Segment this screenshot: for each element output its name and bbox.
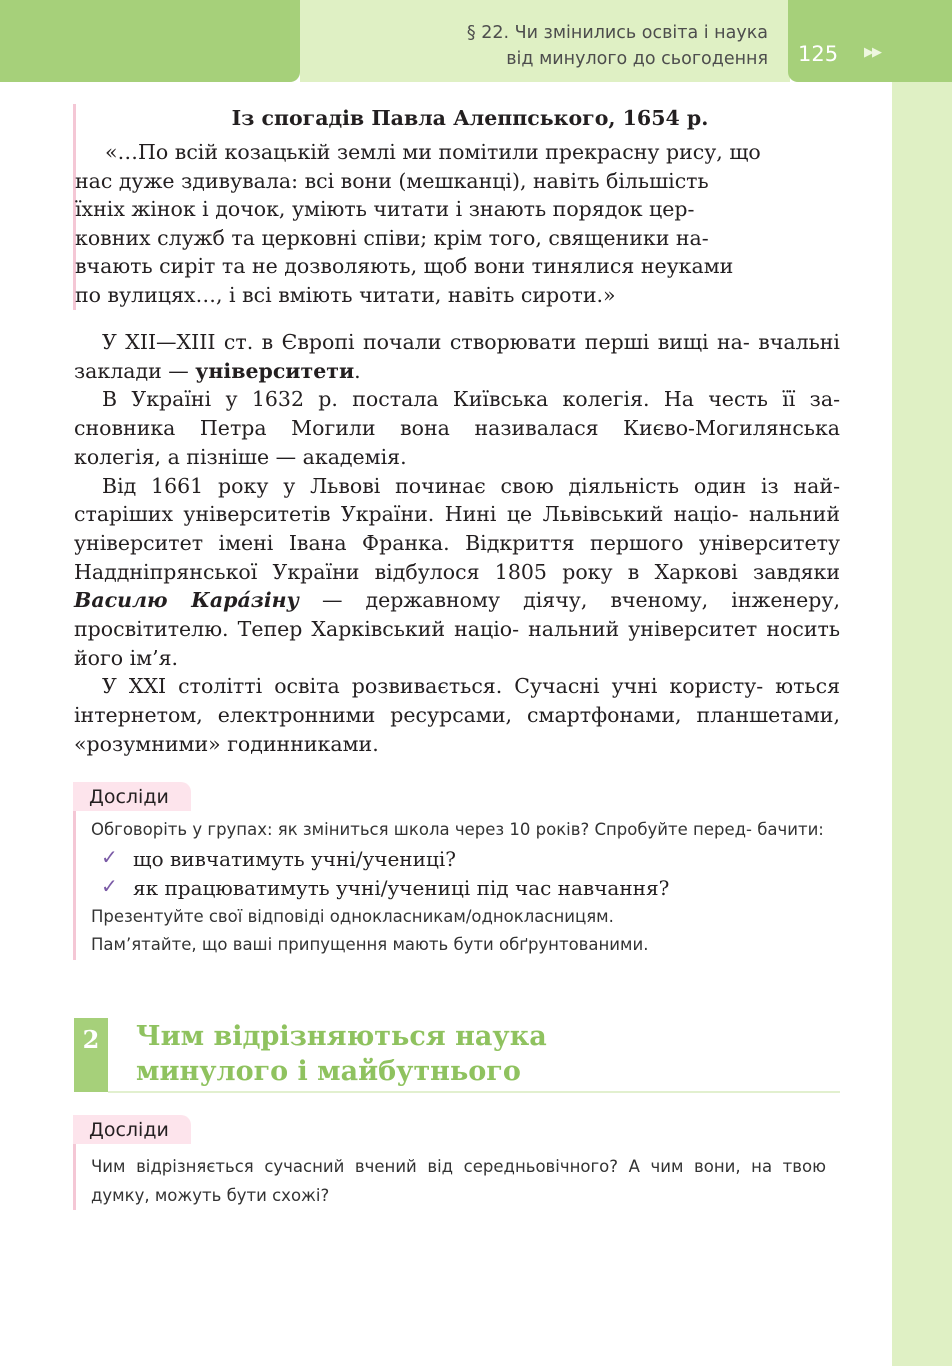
- paragraph-text: — державному діячу, вченому, інженеру, просвітителю. Тепер Харківський націо- нальний університет носить його ім’я.: [74, 588, 840, 670]
- margin-strip: [892, 82, 952, 1366]
- check-item: [91, 874, 845, 903]
- research-tag: Досліди: [73, 782, 191, 811]
- running-header-line2: від минулого до сьогодення: [506, 49, 768, 69]
- historical-quote: [73, 104, 846, 310]
- section-title-line: минулого і майбутнього: [136, 1056, 521, 1087]
- research-question: Чим відрізняється сучасний вчений від середньовічного? А чим вони, на твою думку, можуть бути схожі?: [91, 1157, 826, 1205]
- paragraph-text: Від 1661 року у Львові починає свою діяльність один із най- старіших університетів України. Нині це Львівський націо- нальний університет імені Івана Франка. Відкриття першого університету Наддніпрянської України відбулося 1805 року в Харкові завдяки: [74, 473, 840, 584]
- running-header-line1: § 22. Чи змінились освіта і наука: [466, 23, 768, 43]
- header-accent-bar: [0, 0, 300, 82]
- check-item-text: що вивчатимуть учні/учениці?: [133, 846, 456, 871]
- research-outro: Пам’ятайте, що ваші припущення мають бути обґрунтованими.: [91, 935, 649, 955]
- section-number: 2: [74, 1018, 108, 1092]
- research-intro: Обговоріть у групах: як зміниться школа через 10 років? Спробуйте перед- бачити:: [91, 820, 824, 839]
- quote-line: вчають сиріт та не дозволяють, щоб вони тинялися неуками: [75, 254, 734, 279]
- paragraph-text: .: [354, 358, 361, 383]
- quote-line: «…По всій козацькій землі ми помітили прекрасну рису, що: [105, 140, 761, 164]
- main-text: [74, 328, 840, 759]
- checkmark-icon: ✓: [101, 844, 118, 869]
- check-item-text: як працюватимуть учні/учениці під час навчання?: [133, 875, 670, 900]
- paragraph-lviv-kharkiv: [74, 472, 840, 673]
- paragraph-text: У XII—XIII ст. в Європі почали створювати перші вищі на- вчальні заклади —: [74, 330, 840, 383]
- research-box: [73, 782, 845, 960]
- quote-line: по вулицях…, і всі вміють читати, навіть сироти.»: [75, 282, 616, 307]
- paragraph-21st-century: У XXI столітті освіта розвивається. Сучасні учні користу- ються інтернетом, електронними ресурсами, смартфонами, планшетами, «розумними» годинниками.: [74, 674, 840, 756]
- research-tag: Досліди: [73, 1115, 191, 1144]
- quote-title: Із спогадів Павла Алеппського, 1654 р.: [231, 106, 709, 130]
- section-title: [136, 1019, 636, 1089]
- research-box: [73, 1115, 845, 1210]
- person-karazin: Василю Кара́зіну: [74, 588, 299, 613]
- quote-line: ковних служб та церковні співи; крім того, священики на-: [75, 225, 709, 250]
- paragraph-kyiv-college: В Україні у 1632 р. постала Київська колегія. На честь її за- сновника Петра Могили вона називалася Києво-Могилянська колегія, а пізніше — академія.: [74, 387, 840, 469]
- quote-line: їхніх жінок і дочок, уміють читати і знають порядок цер-: [75, 197, 695, 222]
- check-item: [91, 845, 845, 874]
- page-number-box: [788, 0, 952, 82]
- running-header: [308, 20, 768, 72]
- section-divider: [108, 1091, 840, 1093]
- term-universities: університети: [195, 358, 355, 383]
- section-title-line: Чим відрізняються наука: [136, 1021, 547, 1052]
- research-outro: Презентуйте свої відповіді однокласникам/однокласницям.: [91, 906, 614, 926]
- next-arrows-icon: ▶▶: [864, 45, 880, 60]
- page-number: 125: [798, 42, 839, 66]
- paragraph-universities: [74, 328, 840, 385]
- quote-line: нас дуже здивувала: всі вони (мешканці), навіть більшість: [75, 168, 709, 193]
- quote-text: [75, 138, 845, 310]
- checkmark-icon: ✓: [101, 873, 118, 898]
